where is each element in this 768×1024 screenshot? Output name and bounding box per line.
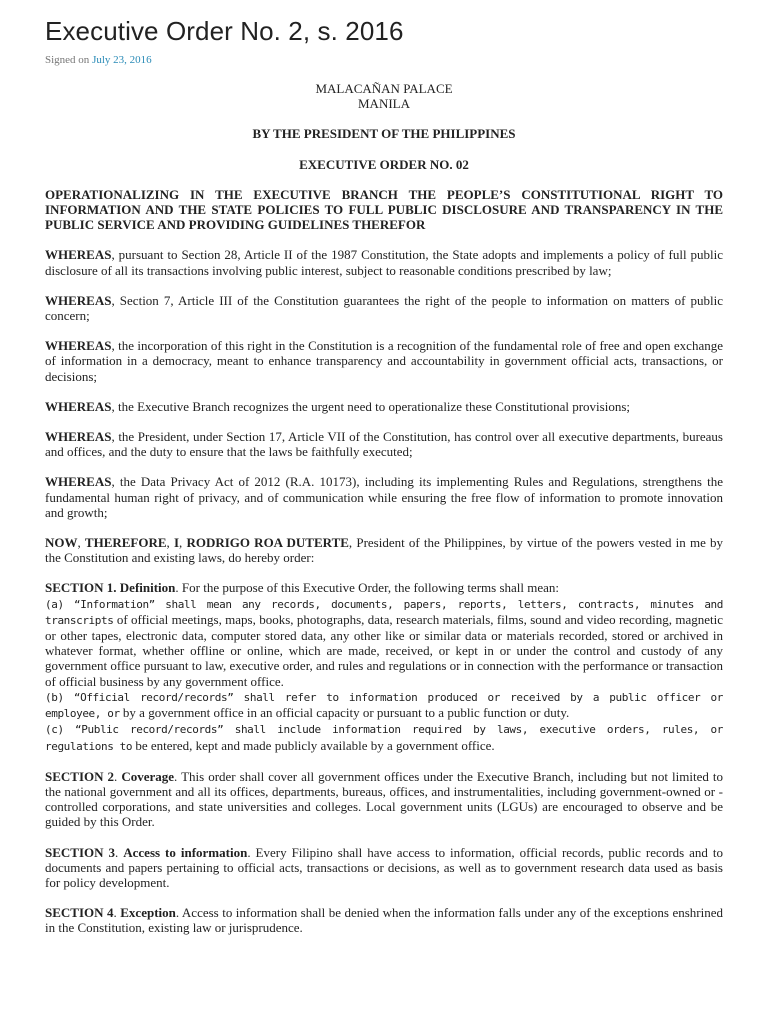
whereas-clause	[45, 399, 723, 414]
section-1-intro: . For the purpose of this Executive Order, the following terms shall mean:	[175, 580, 560, 596]
signed-date-link[interactable]: July 23, 2016	[92, 54, 152, 66]
palace-name: MALACAÑAN PALACE	[315, 81, 453, 96]
whereas-text: , the President, under Section 17, Article VII of the Constitution, has control over all executive departments, bureaus and offices, and the duty to ensure that the laws be faithfully executed;	[45, 429, 723, 460]
section-4-text: . Access to information shall be denied when the information falls under any of the exceptions enshrined in the Constitution, existing law or jurisprudence.	[45, 905, 724, 936]
president-name: RODRIGO ROA DUTERTE	[186, 535, 349, 551]
section-3-heading: Access to information	[123, 844, 248, 860]
i-keyword: I	[173, 535, 180, 551]
whereas-text: , the Executive Branch recognizes the urgent need to operationalize these Constitutional provisions;	[111, 398, 630, 414]
definition-a-head: (a) “Information” shall mean any records, documents, papers, reports, letters, contracts, minutes and transcripts	[45, 597, 723, 627]
whereas-keyword: WHEREAS	[45, 398, 112, 414]
signed-prefix: Signed on	[45, 54, 93, 66]
whereas-clause	[45, 247, 723, 277]
section-2-text: . This order shall cover all government offices under the Executive Branch, including but not limited to the national government and all its offices, departments, bureaus, offices, and instrumentalities, including government-owned or -controlled corporations, and state universities and colleges. Local government units (LGUs) are encouraged to observe and be guided by this Order.	[45, 768, 724, 830]
section-4	[45, 905, 723, 935]
definition-c-head: (c) “Public record/records” shall include information required by laws, executive orders, rules, or regulations to	[45, 723, 723, 753]
document-body	[45, 81, 723, 936]
section-1	[45, 580, 723, 753]
section-3-keyword: SECTION 3	[45, 844, 116, 860]
section-3-text: . Every Filipino shall have access to information, official records, public records and to documents and papers pertaining to official acts, transactions or decisions, as well as to government research data used as basis for policy development.	[45, 844, 724, 890]
document-page	[45, 14, 723, 951]
section-2-sep: .	[114, 768, 122, 784]
definition-a-text: of official meetings, maps, books, photographs, data, research materials, films, sound and video recording, magnetic or other tapes, electronic data, computer stored data, any other like or similar data or materials recorded, stored or archived in whatever format, whether offline or online, which are made, received, or kept in or under the control and custody of any government office pursuant to law, executive order, and rules and regulations or in connection with the performance or transaction of official business by any government office.	[45, 611, 724, 689]
now-sep-3: ,	[179, 535, 187, 551]
section-2-keyword: SECTION 2	[45, 768, 115, 784]
whereas-text: , the incorporation of this right in the Constitution is a recognition of the fundamental role of free and open exchange of information in a democracy, meant to enhance transparency and accountability in government official acts, transactions, or decisions;	[45, 338, 723, 384]
definition-c-text: be entered, kept and made publicly available by a government office.	[135, 737, 495, 753]
section-4-keyword: SECTION 4	[45, 905, 114, 921]
whereas-keyword: WHEREAS	[45, 474, 112, 490]
now-therefore-clause	[45, 535, 723, 565]
order-subject: OPERATIONALIZING IN THE EXECUTIVE BRANCH THE PEOPLE’S CONSTITUTIONAL RIGHT TO INFORMATION AND THE STATE POLICIES TO FULL PUBLIC DISCLOSURE AND TRANSPARENCY IN THE PUBLIC SERVICE AND PROVIDING GUIDELINES THEREFOR	[45, 186, 723, 233]
section-3-sep: .	[115, 844, 124, 860]
whereas-clause	[45, 293, 723, 323]
signed-line	[45, 53, 723, 67]
section-1-heading: Definition	[119, 580, 176, 596]
whereas-clause	[45, 338, 723, 384]
section-1-sep: .	[113, 580, 120, 596]
now-sep-2: ,	[166, 535, 174, 551]
whereas-clause	[45, 429, 723, 459]
section-2	[45, 769, 723, 830]
whereas-keyword: WHEREAS	[45, 247, 112, 263]
section-3	[45, 845, 723, 891]
whereas-text: , Section 7, Article III of the Constitution guarantees the right of the people to information on matters of public concern;	[45, 292, 723, 324]
therefore-keyword: THEREFORE	[84, 535, 167, 551]
section-1-keyword: SECTION 1	[45, 580, 114, 596]
section-2-heading: Coverage	[121, 768, 175, 784]
by-line: BY THE PRESIDENT OF THE PHILIPPINES	[252, 126, 516, 142]
whereas-clause	[45, 474, 723, 520]
section-4-heading: Exception	[120, 905, 176, 921]
now-therefore-text: , President of the Philippines, by virtue of the powers vested in me by the Constitution and existing laws, do hereby order:	[45, 535, 724, 566]
whereas-text: , the Data Privacy Act of 2012 (R.A. 10173), including its implementing Rules and Regulations, strengthens the fundamental human right of privacy, and of communication while ensuring the free flow of information to promote innovation and growth;	[45, 474, 723, 520]
whereas-keyword: WHEREAS	[45, 429, 112, 445]
definition-b-text: by a government office in an official capacity or pursuant to a public function or duty.	[122, 705, 570, 721]
page-title: Executive Order No. 2, s. 2016	[45, 16, 404, 46]
order-number: EXECUTIVE ORDER NO. 02	[299, 156, 469, 172]
issuing-office	[45, 81, 723, 111]
whereas-text: , pursuant to Section 28, Article II of the 1987 Constitution, the State adopts and implements a policy of full public disclosure of all its transactions involving public interest, subject to reasonable conditions prescribed by law;	[45, 247, 723, 278]
now-keyword: NOW	[45, 535, 78, 551]
whereas-keyword: WHEREAS	[45, 292, 112, 308]
city-name: MANILA	[358, 96, 410, 112]
now-sep-1: ,	[77, 535, 85, 551]
section-4-sep: .	[113, 905, 121, 921]
whereas-keyword: WHEREAS	[45, 338, 112, 354]
definition-b-head: (b) “Official record/records” shall refer to information produced or received by a public officer or employee, or	[45, 690, 723, 721]
